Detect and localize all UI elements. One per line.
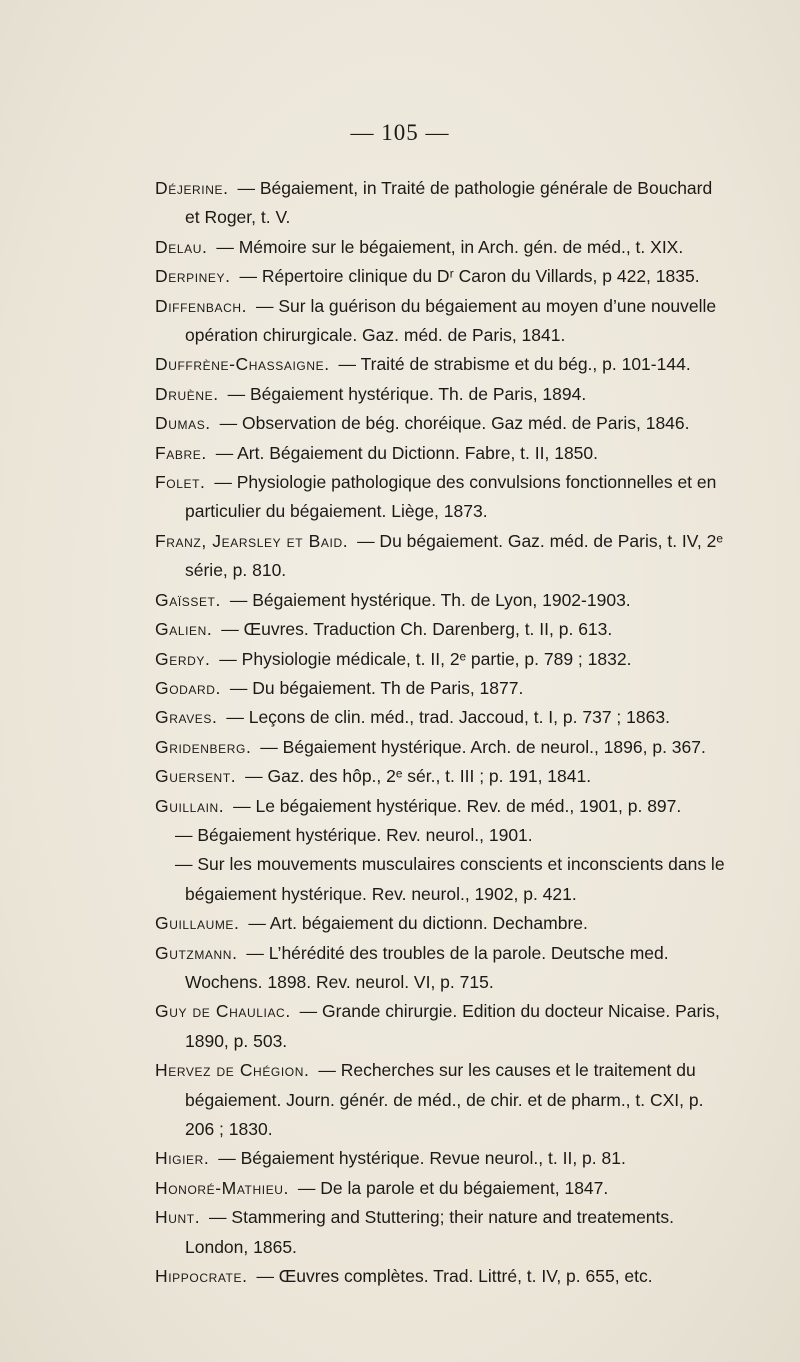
bibliography-entry bbox=[155, 1144, 725, 1173]
entry-text: — Répertoire clinique du Dʳ Caron du Villards, p 422, 1835. bbox=[239, 266, 700, 287]
bibliography-entry bbox=[155, 350, 725, 379]
entry-text: — Observation de bég. choréique. Gaz méd. de Paris, 1846. bbox=[219, 413, 690, 434]
entry-text: — Bégaiement hystérique. Rev. neurol., 1901. bbox=[175, 824, 533, 845]
bibliography-entry bbox=[155, 439, 725, 468]
entry-text: — Physiologie pathologique des convulsions fonctionnelles et en particulier du bégaiement. Liège, 1873. bbox=[185, 472, 717, 522]
entry-text: — Œuvres complètes. Trad. Littré, t. IV, p. 655, etc. bbox=[256, 1266, 653, 1287]
entry-author: Gridenberg. bbox=[155, 736, 252, 757]
bibliography-entry bbox=[155, 468, 725, 527]
entry-text: — Œuvres. Traduction Ch. Darenberg, t. II, p. 613. bbox=[221, 619, 613, 640]
entry-author: Godard. bbox=[155, 677, 222, 698]
entry-text: — De la parole et du bégaiement, 1847. bbox=[297, 1177, 609, 1198]
bibliography-entry bbox=[155, 1203, 725, 1262]
entry-text: — Bégaiement hystérique. Revue neurol., t. II, p. 81. bbox=[218, 1148, 626, 1169]
entry-author: Galien. bbox=[155, 619, 213, 640]
entry-author: Diffenbach. bbox=[155, 295, 248, 316]
bibliography-entry-continued bbox=[155, 821, 725, 850]
bibliography-entry bbox=[155, 939, 725, 998]
entry-author: Déjerine. bbox=[155, 178, 229, 198]
entry-author: Fabre. bbox=[155, 442, 207, 463]
page-number: — 105 — bbox=[350, 120, 450, 145]
entry-author: Gaïsset. bbox=[155, 589, 221, 610]
entry-author: Duffrène-Chassaigne. bbox=[155, 354, 330, 375]
entry-author: Graves. bbox=[155, 707, 218, 728]
bibliography-entry bbox=[155, 380, 725, 409]
bibliography-entry bbox=[155, 233, 725, 262]
bibliography-entry bbox=[155, 1056, 725, 1144]
bibliography-entry bbox=[155, 409, 725, 438]
entry-text: — Traité de strabisme et du bég., p. 101-144. bbox=[338, 354, 691, 375]
bibliography-entry bbox=[155, 292, 725, 351]
bibliography-entry bbox=[155, 674, 725, 703]
bibliography-entry bbox=[155, 1262, 725, 1291]
bibliography-entry bbox=[155, 527, 725, 586]
entry-text: — Sur les mouvements musculaires conscients et inconscients dans le bégaiement hystérique. Rev. neurol., 1902, p. 421. bbox=[175, 854, 725, 904]
entry-author: Higier. bbox=[155, 1148, 210, 1169]
entry-text: — Bégaiement hystérique. Th. de Paris, 1894. bbox=[227, 383, 587, 404]
entry-text: — Recherches sur les causes et le traitement du bégaiement. Journ. génér. de méd., de chir. et de pharm., t. CXI, p. 206 ; 1830. bbox=[185, 1060, 704, 1139]
entry-text: — Bégaiement hystérique. Th. de Lyon, 1902-1903. bbox=[229, 589, 631, 610]
entry-text: — Leçons de clin. méd., trad. Jaccoud, t. I, p. 737 ; 1863. bbox=[226, 707, 670, 728]
entry-author: Delau. bbox=[155, 236, 208, 257]
entry-author: Derpiney. bbox=[155, 266, 231, 287]
bibliography-entry bbox=[155, 645, 725, 674]
bibliography-entry bbox=[155, 909, 725, 938]
entry-text: — Gaz. des hôp., 2ᵉ sér., t. III ; p. 191, 1841. bbox=[245, 766, 592, 787]
entry-author: Franz, Jearsley et Baid. bbox=[155, 530, 349, 551]
bibliography-entry bbox=[155, 586, 725, 615]
bibliography-entry bbox=[155, 174, 725, 233]
bibliography-entry-continued bbox=[155, 850, 725, 909]
entry-author: Gerdy. bbox=[155, 648, 211, 669]
bibliography-entry bbox=[155, 997, 725, 1056]
entry-author: Dumas. bbox=[155, 413, 211, 434]
bibliography-entry bbox=[155, 733, 725, 762]
bibliography-entry bbox=[155, 615, 725, 644]
bibliography-entry bbox=[155, 1174, 725, 1203]
bibliography-list bbox=[155, 174, 725, 1291]
entry-text: — L’hérédité des troubles de la parole. Deutsche med. Wochens. 1898. Rev. neurol. VI, p. 715. bbox=[185, 942, 669, 992]
entry-text: — Grande chirurgie. Edition du docteur Nicaise. Paris, 1890, p. 503. bbox=[185, 1001, 720, 1051]
entry-author: Hervez de Chégion. bbox=[155, 1060, 310, 1081]
entry-text: — Bégaiement, in Traité de pathologie générale de Bouchard et Roger, t. V. bbox=[185, 178, 713, 228]
entry-author: Hippocrate. bbox=[155, 1266, 248, 1287]
entry-author: Gutzmann. bbox=[155, 942, 238, 963]
bibliography-entry bbox=[155, 792, 725, 821]
entry-text: — Bégaiement hystérique. Arch. de neurol., 1896, p. 367. bbox=[260, 736, 706, 757]
entry-text: — Du bégaiement. Th de Paris, 1877. bbox=[229, 677, 524, 698]
entry-author: Guersent. bbox=[155, 766, 237, 787]
entry-author: Honoré-Mathieu. bbox=[155, 1177, 290, 1198]
entry-author: Guillaume. bbox=[155, 913, 240, 934]
entry-author: Guillain. bbox=[155, 795, 225, 816]
bibliography-entry bbox=[155, 262, 725, 291]
entry-author: Hunt. bbox=[155, 1207, 201, 1228]
entry-text: — Sur la guérison du bégaiement au moyen d’une nouvelle opération chirurgicale. Gaz. méd. de Paris, 1841. bbox=[185, 295, 717, 346]
entry-text: — Art. bégaiement du dictionn. Dechambre. bbox=[248, 913, 588, 934]
entry-text: — Stammering and Stuttering; their nature and treatements. London, 1865. bbox=[185, 1207, 675, 1257]
entry-text: — Le bégaiement hystérique. Rev. de méd., 1901, p. 897. bbox=[233, 795, 682, 816]
bibliography-entry bbox=[155, 703, 725, 732]
bibliography-entry bbox=[155, 762, 725, 791]
entry-text: — Art. Bégaiement du Dictionn. Fabre, t. II, 1850. bbox=[215, 442, 599, 463]
entry-author: Druène. bbox=[155, 383, 219, 404]
entry-text: — Physiologie médicale, t. II, 2ᵉ partie, p. 789 ; 1832. bbox=[219, 648, 632, 669]
entry-text: — Mémoire sur le bégaiement, in Arch. gén. de méd., t. XIX. bbox=[216, 236, 684, 257]
entry-author: Folet. bbox=[155, 472, 206, 493]
entry-author: Guy de Chauliac. bbox=[155, 1001, 291, 1022]
entry-text: — Du bégaiement. Gaz. méd. de Paris, t. IV, 2ᵉ série, p. 810. bbox=[185, 530, 723, 581]
